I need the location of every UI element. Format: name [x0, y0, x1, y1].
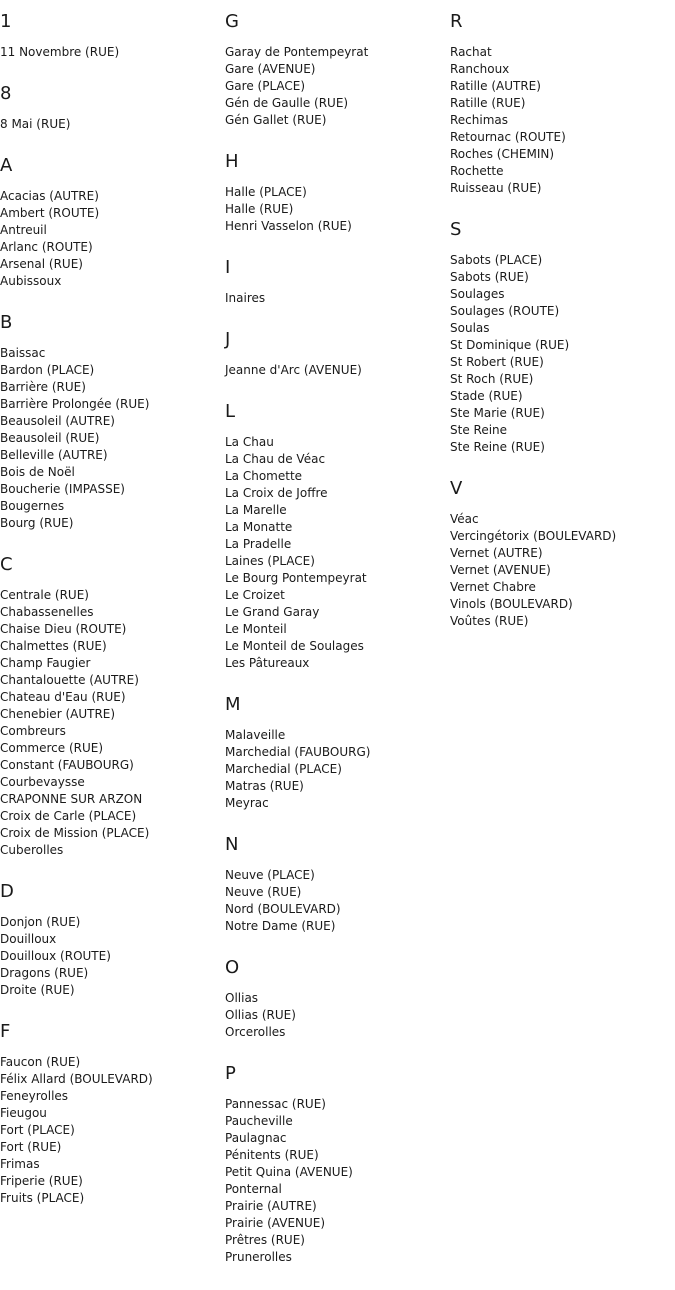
street-list: [0, 44, 220, 61]
street-link[interactable]: St Robert (RUE): [450, 355, 544, 369]
street-link[interactable]: Antreuil: [0, 223, 47, 237]
street-list: [225, 184, 445, 235]
section-letter-heading: G: [225, 11, 239, 32]
letter-section: [0, 9, 220, 61]
street-link[interactable]: Ste Marie (RUE): [450, 406, 545, 420]
letter-section: [225, 149, 445, 235]
section-letter-heading: H: [225, 151, 239, 172]
street-link[interactable]: CRAPONNE SUR ARZON: [0, 792, 143, 806]
street-link[interactable]: Nord (BOULEVARD): [225, 902, 341, 916]
street-list: [0, 116, 220, 133]
street-link[interactable]: Ranchoux: [450, 62, 510, 76]
street-link[interactable]: Douilloux: [0, 932, 57, 946]
street-link[interactable]: La Croix de Joffre: [225, 486, 328, 500]
street-link[interactable]: Aubissoux: [0, 274, 62, 288]
street-link[interactable]: Soulages: [450, 287, 505, 301]
section-letter-heading: D: [0, 881, 14, 902]
street-link[interactable]: Sabots (PLACE): [450, 253, 543, 267]
letter-section: [225, 9, 445, 129]
street-link[interactable]: St Dominique (RUE): [450, 338, 570, 352]
street-link[interactable]: Soulages (ROUTE): [450, 304, 560, 318]
street-link[interactable]: Prunerolles: [225, 1250, 292, 1264]
street-link[interactable]: Champ Faugier: [0, 656, 91, 670]
street-link[interactable]: Malaveille: [225, 728, 286, 742]
street-link[interactable]: Commerce (RUE): [0, 741, 104, 755]
street-link[interactable]: Barrière (RUE): [0, 380, 86, 394]
street-list: [0, 914, 220, 999]
street-link[interactable]: Félix Allard (BOULEVARD): [0, 1072, 153, 1086]
letter-section: [225, 1061, 445, 1266]
section-letter-heading: 8: [0, 83, 12, 104]
street-link[interactable]: Dragons (RUE): [0, 966, 89, 980]
section-letter-heading: N: [225, 834, 239, 855]
street-list: [0, 345, 220, 532]
street-link[interactable]: Matras (RUE): [225, 779, 304, 793]
street-link[interactable]: Henri Vasselon (RUE): [225, 219, 352, 233]
street-list: [225, 727, 445, 812]
letter-section: [225, 255, 445, 307]
letter-section: [0, 879, 220, 999]
letter-section: [225, 399, 445, 672]
street-link[interactable]: Chaise Dieu (ROUTE): [0, 622, 127, 636]
street-link[interactable]: Chenebier (AUTRE): [0, 707, 116, 721]
street-link[interactable]: Boucherie (IMPASSE): [0, 482, 125, 496]
street-link[interactable]: Le Bourg Pontempeyrat: [225, 571, 367, 585]
street-link[interactable]: Ollias: [225, 991, 259, 1005]
street-link[interactable]: Bougernes: [0, 499, 65, 513]
street-link[interactable]: Croix de Carle (PLACE): [0, 809, 137, 823]
street-link[interactable]: Baissac: [0, 346, 46, 360]
street-link[interactable]: Ponternal: [225, 1182, 282, 1196]
street-link[interactable]: Rechimas: [450, 113, 509, 127]
street-link[interactable]: Notre Dame (RUE): [225, 919, 336, 933]
street-link[interactable]: Fort (PLACE): [0, 1123, 75, 1137]
street-link[interactable]: Bourg (RUE): [0, 516, 74, 530]
street-link[interactable]: Soulas: [450, 321, 490, 335]
street-list: [0, 188, 220, 290]
street-link[interactable]: Garay de Pontempeyrat: [225, 45, 369, 59]
letter-section: [225, 327, 445, 379]
street-link[interactable]: Orcerolles: [225, 1025, 286, 1039]
street-link[interactable]: Friperie (RUE): [0, 1174, 83, 1188]
street-link[interactable]: Marchedial (PLACE): [225, 762, 342, 776]
street-link[interactable]: Fruits (PLACE): [0, 1191, 85, 1205]
street-link[interactable]: Rochette: [450, 164, 504, 178]
street-link[interactable]: La Marelle: [225, 503, 287, 517]
section-letter-heading: P: [225, 1063, 236, 1084]
street-link[interactable]: Chalmettes (RUE): [0, 639, 107, 653]
street-link[interactable]: Fort (RUE): [0, 1140, 62, 1154]
street-list: [225, 434, 445, 672]
section-letter-heading: 1: [0, 11, 12, 32]
street-link[interactable]: Belleville (AUTRE): [0, 448, 108, 462]
section-letter-heading: S: [450, 219, 462, 240]
street-link[interactable]: Bardon (PLACE): [0, 363, 95, 377]
section-letter-heading: F: [0, 1021, 11, 1042]
street-link[interactable]: Vernet Chabre: [450, 580, 536, 594]
street-link[interactable]: Fieugou: [0, 1106, 47, 1120]
street-link[interactable]: Ratille (RUE): [450, 96, 526, 110]
street-link[interactable]: Le Monteil de Soulages: [225, 639, 364, 653]
letter-section: [0, 153, 220, 290]
street-link[interactable]: Neuve (RUE): [225, 885, 302, 899]
street-link[interactable]: Laines (PLACE): [225, 554, 315, 568]
section-letter-heading: C: [0, 554, 13, 575]
street-list: [450, 44, 670, 197]
letter-section: [450, 476, 670, 630]
street-link[interactable]: Beausoleil (RUE): [0, 431, 100, 445]
street-link[interactable]: Paucheville: [225, 1114, 293, 1128]
street-list: [225, 362, 445, 379]
section-letter-heading: I: [225, 257, 231, 278]
street-link[interactable]: Ollias (RUE): [225, 1008, 296, 1022]
letter-section: [0, 81, 220, 133]
street-link[interactable]: Gare (PLACE): [225, 79, 306, 93]
street-link[interactable]: Gén de Gaulle (RUE): [225, 96, 349, 110]
street-link[interactable]: Meyrac: [225, 796, 269, 810]
street-link[interactable]: Neuve (PLACE): [225, 868, 315, 882]
street-link[interactable]: Inaires: [225, 291, 266, 305]
street-link[interactable]: Vernet (AVENUE): [450, 563, 551, 577]
street-list: [225, 1096, 445, 1266]
street-link[interactable]: Véac: [450, 512, 479, 526]
street-link[interactable]: Cuberolles: [0, 843, 64, 857]
street-list: [0, 1054, 220, 1207]
street-link[interactable]: Arlanc (ROUTE): [0, 240, 93, 254]
letter-section: [0, 310, 220, 532]
letter-section: [225, 955, 445, 1041]
section-letter-heading: O: [225, 957, 240, 978]
street-list: [225, 44, 445, 129]
street-link[interactable]: Ratille (AUTRE): [450, 79, 541, 93]
letter-section: [225, 832, 445, 935]
street-link[interactable]: Rachat: [450, 45, 492, 59]
street-link[interactable]: Stade (RUE): [450, 389, 523, 403]
street-link[interactable]: Pénitents (RUE): [225, 1148, 319, 1162]
street-link[interactable]: Prairie (AUTRE): [225, 1199, 317, 1213]
street-link[interactable]: Droite (RUE): [0, 983, 75, 997]
street-link[interactable]: Petit Quina (AVENUE): [225, 1165, 353, 1179]
street-list: [225, 290, 445, 307]
street-link[interactable]: 8 Mai (RUE): [0, 117, 71, 131]
street-link[interactable]: La Chau de Véac: [225, 452, 326, 466]
street-link[interactable]: Constant (FAUBOURG): [0, 758, 134, 772]
street-link[interactable]: Arsenal (RUE): [0, 257, 83, 271]
index-column-1: [0, 9, 220, 1227]
street-link[interactable]: Douilloux (ROUTE): [0, 949, 111, 963]
street-link[interactable]: Centrale (RUE): [0, 588, 89, 602]
section-letter-heading: B: [0, 312, 13, 333]
street-link[interactable]: Voûtes (RUE): [450, 614, 529, 628]
street-link[interactable]: Gén Gallet (RUE): [225, 113, 327, 127]
index-column-3: [450, 9, 670, 650]
street-link[interactable]: Ambert (ROUTE): [0, 206, 100, 220]
street-link[interactable]: Pannessac (RUE): [225, 1097, 326, 1111]
letter-section: [0, 1019, 220, 1207]
street-list: [225, 990, 445, 1041]
street-link[interactable]: Paulagnac: [225, 1131, 287, 1145]
street-link[interactable]: Chantalouette (AUTRE): [0, 673, 139, 687]
letter-section: [450, 217, 670, 456]
street-link[interactable]: Vernet (AUTRE): [450, 546, 543, 560]
street-link[interactable]: Ruisseau (RUE): [450, 181, 542, 195]
street-link[interactable]: Prairie (AVENUE): [225, 1216, 326, 1230]
street-link[interactable]: Les Pâtureaux: [225, 656, 310, 670]
letter-section: [0, 552, 220, 859]
street-link[interactable]: St Roch (RUE): [450, 372, 534, 386]
street-link[interactable]: La Chomette: [225, 469, 303, 483]
street-list: [225, 867, 445, 935]
street-link[interactable]: Roches (CHEMIN): [450, 147, 555, 161]
street-list: [450, 252, 670, 456]
section-letter-heading: R: [450, 11, 463, 32]
street-link[interactable]: Retournac (ROUTE): [450, 130, 566, 144]
index-column-2: [225, 9, 445, 1286]
letter-section: [225, 692, 445, 812]
street-link[interactable]: Acacias (AUTRE): [0, 189, 99, 203]
street-link[interactable]: Feneyrolles: [0, 1089, 69, 1103]
street-link[interactable]: La Pradelle: [225, 537, 292, 551]
street-link[interactable]: Halle (PLACE): [225, 185, 307, 199]
street-link[interactable]: Beausoleil (AUTRE): [0, 414, 115, 428]
street-link[interactable]: Halle (RUE): [225, 202, 294, 216]
street-link[interactable]: Chabassenelles: [0, 605, 94, 619]
letter-section: [450, 9, 670, 197]
section-letter-heading: M: [225, 694, 241, 715]
street-link[interactable]: Barrière Prolongée (RUE): [0, 397, 150, 411]
street-link[interactable]: Faucon (RUE): [0, 1055, 81, 1069]
street-link[interactable]: Vercingétorix (BOULEVARD): [450, 529, 617, 543]
section-letter-heading: V: [450, 478, 463, 499]
section-letter-heading: L: [225, 401, 236, 422]
street-link[interactable]: Sabots (RUE): [450, 270, 529, 284]
street-link[interactable]: Gare (AVENUE): [225, 62, 316, 76]
street-link[interactable]: Jeanne d'Arc (AVENUE): [225, 363, 362, 377]
street-list: [450, 511, 670, 630]
street-link[interactable]: Frimas: [0, 1157, 40, 1171]
street-link[interactable]: Croix de Mission (PLACE): [0, 826, 150, 840]
street-link[interactable]: Combreurs: [0, 724, 66, 738]
street-link[interactable]: Ste Reine: [450, 423, 508, 437]
street-link[interactable]: Ste Reine (RUE): [450, 440, 545, 454]
street-link[interactable]: Le Monteil: [225, 622, 287, 636]
street-list: [0, 587, 220, 859]
street-link[interactable]: Chateau d'Eau (RUE): [0, 690, 126, 704]
street-link[interactable]: Bois de Noël: [0, 465, 75, 479]
street-link[interactable]: Courbevaysse: [0, 775, 85, 789]
street-link[interactable]: 11 Novembre (RUE): [0, 45, 120, 59]
street-link[interactable]: Vinols (BOULEVARD): [450, 597, 573, 611]
street-link[interactable]: La Chau: [225, 435, 274, 449]
street-link[interactable]: Le Croizet: [225, 588, 285, 602]
street-link[interactable]: Prêtres (RUE): [225, 1233, 305, 1247]
street-link[interactable]: Donjon (RUE): [0, 915, 81, 929]
street-link[interactable]: Le Grand Garay: [225, 605, 320, 619]
section-letter-heading: J: [225, 329, 231, 350]
street-link[interactable]: La Monatte: [225, 520, 293, 534]
street-link[interactable]: Marchedial (FAUBOURG): [225, 745, 371, 759]
section-letter-heading: A: [0, 155, 13, 176]
